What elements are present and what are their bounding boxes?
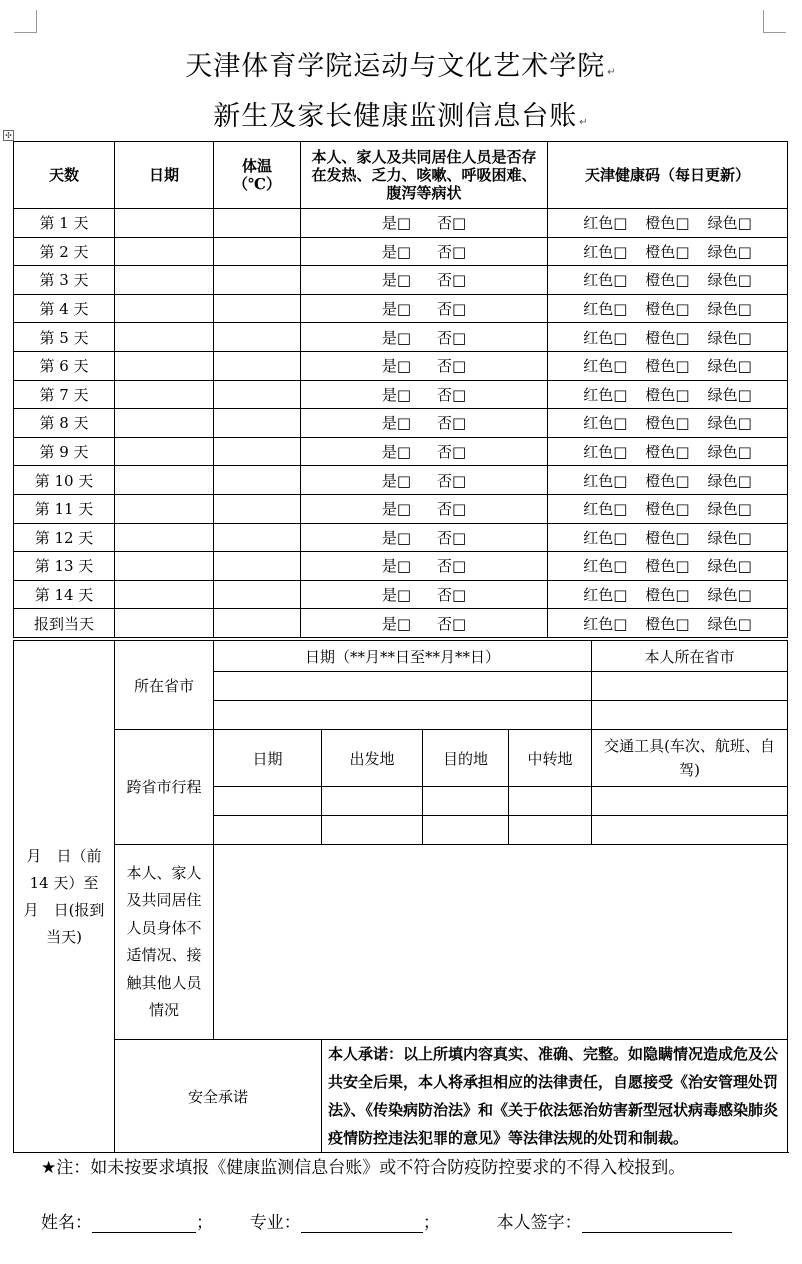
orange-checkbox[interactable]: 橙色□	[645, 414, 690, 433]
day-row	[14, 209, 788, 238]
day-label: 第 1 天	[14, 209, 115, 238]
day-label: 第 7 天	[14, 380, 115, 409]
temperature-cell[interactable]	[214, 294, 301, 323]
symptom-choice[interactable]	[301, 266, 548, 295]
travel-header-destination: 目的地	[423, 730, 509, 787]
green-checkbox[interactable]: 绿色□	[707, 414, 752, 433]
date-range-header: 日期（**月**日至**月**日）	[214, 641, 592, 672]
health-code-choice[interactable]	[548, 409, 788, 438]
health-code-choice[interactable]	[548, 323, 788, 352]
yes-checkbox[interactable]: 是□	[381, 385, 411, 404]
orange-checkbox[interactable]: 橙色□	[645, 242, 690, 261]
location-province-cell[interactable]	[592, 701, 788, 730]
green-checkbox[interactable]: 绿色□	[707, 586, 752, 605]
temperature-cell[interactable]	[214, 523, 301, 552]
yes-checkbox[interactable]: 是□	[381, 300, 411, 319]
day-row	[14, 237, 788, 266]
date-cell[interactable]	[115, 580, 214, 609]
day-label: 第 6 天	[14, 351, 115, 380]
travel-cell[interactable]	[509, 787, 592, 816]
orange-checkbox[interactable]: 橙色□	[645, 443, 690, 462]
travel-cell[interactable]	[423, 816, 509, 845]
red-checkbox[interactable]: 红色□	[583, 557, 628, 576]
day-row	[14, 580, 788, 609]
red-checkbox[interactable]: 红色□	[583, 385, 628, 404]
document-title-line1: 天津体育学院运动与文化艺术学院 ↵	[185, 51, 617, 82]
health-code-choice[interactable]	[548, 580, 788, 609]
green-checkbox[interactable]: 绿色□	[707, 471, 752, 490]
date-cell[interactable]	[115, 523, 214, 552]
yes-checkbox[interactable]: 是□	[381, 471, 411, 490]
orange-checkbox[interactable]: 橙色□	[645, 300, 690, 319]
symptom-choice[interactable]	[301, 580, 548, 609]
name-label: 姓名：	[41, 1213, 92, 1233]
period-label: 月 日（前 14 天）至 月 日(报到当天)	[14, 641, 115, 1153]
day-label: 第 10 天	[14, 466, 115, 495]
symptom-choice[interactable]	[301, 609, 548, 638]
day-label: 第 3 天	[14, 266, 115, 295]
yes-checkbox[interactable]: 是□	[381, 357, 411, 376]
health-code-choice[interactable]	[548, 209, 788, 238]
no-checkbox[interactable]: 否□	[437, 557, 467, 576]
yes-checkbox[interactable]: 是□	[381, 557, 411, 576]
yes-checkbox[interactable]: 是□	[381, 614, 411, 633]
yes-checkbox[interactable]: 是□	[381, 214, 411, 233]
day-label: 第 13 天	[14, 552, 115, 581]
red-checkbox[interactable]: 红色□	[583, 414, 628, 433]
travel-cell[interactable]	[322, 787, 423, 816]
symptom-choice[interactable]	[301, 323, 548, 352]
day-label: 第 2 天	[14, 237, 115, 266]
health-code-choice[interactable]	[548, 237, 788, 266]
major-label: 专业：	[249, 1213, 301, 1233]
header-symptoms: 本人、家人及共同居住人员是否存在发热、乏力、咳嗽、呼吸困难、腹泻等病状	[301, 142, 548, 209]
red-checkbox[interactable]: 红色□	[583, 214, 628, 233]
orange-checkbox[interactable]: 橙色□	[645, 214, 690, 233]
no-checkbox[interactable]: 否□	[437, 443, 467, 462]
health-label: 本人、家人及共同居住人员身体不适情况、接触其他人员情况	[115, 845, 214, 1040]
travel-cell[interactable]	[214, 787, 322, 816]
date-cell[interactable]	[115, 294, 214, 323]
health-code-choice[interactable]	[548, 466, 788, 495]
travel-cell[interactable]	[322, 816, 423, 845]
health-detail-cell[interactable]	[214, 845, 788, 1040]
symptom-choice[interactable]	[301, 380, 548, 409]
safety-promise-text: 本人承诺：以上所填内容真实、准确、完整。如隐瞒情况造成危及公共安全后果，本人将承担相应的法律责任，自愿接受《治安管理处罚法》、《传染病防治法》和《关于依法惩治妨害新型冠状病毒感染肺炎疫情防控违法犯罪的意见》等法律法规的处罚和制裁。	[322, 1040, 788, 1153]
day-label: 第 12 天	[14, 523, 115, 552]
no-checkbox[interactable]: 否□	[437, 471, 467, 490]
day-row	[14, 523, 788, 552]
date-cell[interactable]	[115, 552, 214, 581]
document-title-line2: 新生及家长健康监测信息台账 ↵	[213, 101, 589, 132]
date-cell[interactable]	[115, 266, 214, 295]
no-checkbox[interactable]: 否□	[437, 586, 467, 605]
symptom-choice[interactable]	[301, 552, 548, 581]
day-label: 第 4 天	[14, 294, 115, 323]
location-province-cell[interactable]	[592, 672, 788, 701]
temperature-cell[interactable]	[214, 580, 301, 609]
green-checkbox[interactable]: 绿色□	[707, 528, 752, 547]
day-label: 第 8 天	[14, 409, 115, 438]
yes-checkbox[interactable]: 是□	[381, 328, 411, 347]
temperature-cell[interactable]	[214, 494, 301, 523]
no-checkbox[interactable]: 否□	[437, 500, 467, 519]
health-code-choice[interactable]	[548, 266, 788, 295]
symptom-choice[interactable]	[301, 494, 548, 523]
no-checkbox[interactable]: 否□	[437, 300, 467, 319]
yes-checkbox[interactable]: 是□	[381, 242, 411, 261]
temperature-cell[interactable]	[214, 351, 301, 380]
red-checkbox[interactable]: 红色□	[583, 357, 628, 376]
date-cell[interactable]	[115, 323, 214, 352]
symptom-choice[interactable]	[301, 437, 548, 466]
temperature-cell[interactable]	[214, 266, 301, 295]
orange-checkbox[interactable]: 橙色□	[645, 614, 690, 633]
orange-checkbox[interactable]: 橙色□	[645, 271, 690, 290]
day-row	[14, 466, 788, 495]
page-corner-mark	[763, 10, 786, 33]
travel-cell[interactable]	[592, 816, 788, 845]
travel-cell[interactable]	[423, 787, 509, 816]
travel-info-table	[13, 640, 788, 1153]
symptom-choice[interactable]	[301, 409, 548, 438]
green-checkbox[interactable]: 绿色□	[707, 328, 752, 347]
table-move-handle-icon[interactable]: ✣	[3, 130, 14, 141]
no-checkbox[interactable]: 否□	[437, 328, 467, 347]
signature-line: 姓名： ； 专业： ； 本人签字：	[41, 1208, 732, 1233]
day-label: 第 14 天	[14, 580, 115, 609]
orange-checkbox[interactable]: 橙色□	[645, 500, 690, 519]
red-checkbox[interactable]: 红色□	[583, 300, 628, 319]
date-cell[interactable]	[115, 609, 214, 638]
red-checkbox[interactable]: 红色□	[583, 528, 628, 547]
green-checkbox[interactable]: 绿色□	[707, 443, 752, 462]
no-checkbox[interactable]: 否□	[437, 385, 467, 404]
day-label: 第 9 天	[14, 437, 115, 466]
orange-checkbox[interactable]: 橙色□	[645, 586, 690, 605]
red-checkbox[interactable]: 红色□	[583, 443, 628, 462]
green-checkbox[interactable]: 绿色□	[707, 614, 752, 633]
day-row	[14, 552, 788, 581]
date-cell[interactable]	[115, 437, 214, 466]
travel-cell[interactable]	[592, 787, 788, 816]
day-row	[14, 609, 788, 638]
temperature-cell[interactable]	[214, 552, 301, 581]
orange-checkbox[interactable]: 橙色□	[645, 557, 690, 576]
no-checkbox[interactable]: 否□	[437, 271, 467, 290]
orange-checkbox[interactable]: 橙色□	[645, 328, 690, 347]
day-row	[14, 351, 788, 380]
orange-checkbox[interactable]: 橙色□	[645, 385, 690, 404]
travel-header-transport: 交通工具(车次、航班、自驾)	[592, 730, 788, 787]
travel-cell[interactable]	[214, 816, 322, 845]
day-row	[14, 409, 788, 438]
location-label: 所在省市	[115, 641, 214, 730]
name-field[interactable]	[92, 1215, 196, 1233]
no-checkbox[interactable]: 否□	[437, 414, 467, 433]
day-row	[14, 437, 788, 466]
header-date: 日期	[115, 142, 214, 209]
health-code-choice[interactable]	[548, 494, 788, 523]
temperature-cell[interactable]	[214, 466, 301, 495]
day-row	[14, 323, 788, 352]
no-checkbox[interactable]: 否□	[437, 614, 467, 633]
green-checkbox[interactable]: 绿色□	[707, 500, 752, 519]
province-header: 本人所在省市	[592, 641, 788, 672]
date-cell[interactable]	[115, 209, 214, 238]
header-day: 天数	[14, 142, 115, 209]
yes-checkbox[interactable]: 是□	[381, 586, 411, 605]
green-checkbox[interactable]: 绿色□	[707, 242, 752, 261]
health-code-choice[interactable]	[548, 609, 788, 638]
no-checkbox[interactable]: 否□	[437, 242, 467, 261]
no-checkbox[interactable]: 否□	[437, 357, 467, 376]
day-row	[14, 494, 788, 523]
date-cell[interactable]	[115, 351, 214, 380]
yes-checkbox[interactable]: 是□	[381, 271, 411, 290]
temperature-cell[interactable]	[214, 380, 301, 409]
red-checkbox[interactable]: 红色□	[583, 586, 628, 605]
yes-checkbox[interactable]: 是□	[381, 528, 411, 547]
location-date-cell[interactable]	[214, 701, 592, 730]
health-code-choice[interactable]	[548, 523, 788, 552]
date-cell[interactable]	[115, 466, 214, 495]
travel-header-date: 日期	[214, 730, 322, 787]
day-row	[14, 266, 788, 295]
symptom-choice[interactable]	[301, 209, 548, 238]
red-checkbox[interactable]: 红色□	[583, 614, 628, 633]
page-corner-mark	[14, 10, 37, 33]
green-checkbox[interactable]: 绿色□	[707, 271, 752, 290]
temperature-cell[interactable]	[214, 409, 301, 438]
no-checkbox[interactable]: 否□	[437, 214, 467, 233]
green-checkbox[interactable]: 绿色□	[707, 385, 752, 404]
red-checkbox[interactable]: 红色□	[583, 271, 628, 290]
location-date-cell[interactable]	[214, 672, 592, 701]
yes-checkbox[interactable]: 是□	[381, 500, 411, 519]
orange-checkbox[interactable]: 橙色□	[645, 471, 690, 490]
major-field[interactable]	[301, 1215, 423, 1233]
health-code-choice[interactable]	[548, 351, 788, 380]
travel-label: 跨省市行程	[115, 730, 214, 845]
health-code-choice[interactable]	[548, 294, 788, 323]
signature-field[interactable]	[582, 1215, 732, 1233]
orange-checkbox[interactable]: 橙色□	[645, 528, 690, 547]
temperature-cell[interactable]	[214, 237, 301, 266]
yes-checkbox[interactable]: 是□	[381, 443, 411, 462]
red-checkbox[interactable]: 红色□	[583, 500, 628, 519]
symptom-choice[interactable]	[301, 466, 548, 495]
red-checkbox[interactable]: 红色□	[583, 471, 628, 490]
temperature-cell[interactable]	[214, 209, 301, 238]
safety-label: 安全承诺	[115, 1040, 322, 1153]
date-cell[interactable]	[115, 494, 214, 523]
table-header-row	[14, 142, 788, 209]
temperature-cell[interactable]	[214, 437, 301, 466]
date-cell[interactable]	[115, 409, 214, 438]
green-checkbox[interactable]: 绿色□	[707, 214, 752, 233]
symptom-choice[interactable]	[301, 294, 548, 323]
day-row	[14, 294, 788, 323]
yes-checkbox[interactable]: 是□	[381, 414, 411, 433]
symptom-choice[interactable]	[301, 237, 548, 266]
temperature-cell[interactable]	[214, 609, 301, 638]
green-checkbox[interactable]: 绿色□	[707, 557, 752, 576]
health-code-choice[interactable]	[548, 437, 788, 466]
header-health-code: 天津健康码（每日更新）	[548, 142, 788, 209]
daily-health-table	[13, 141, 788, 638]
travel-header-departure: 出发地	[322, 730, 423, 787]
day-label: 第 5 天	[14, 323, 115, 352]
header-temperature: 体温（℃）	[214, 142, 301, 209]
health-code-choice[interactable]	[548, 380, 788, 409]
red-checkbox[interactable]: 红色□	[583, 328, 628, 347]
green-checkbox[interactable]: 绿色□	[707, 357, 752, 376]
orange-checkbox[interactable]: 橙色□	[645, 357, 690, 376]
health-code-choice[interactable]	[548, 552, 788, 581]
green-checkbox[interactable]: 绿色□	[707, 300, 752, 319]
red-checkbox[interactable]: 红色□	[583, 242, 628, 261]
symptom-choice[interactable]	[301, 351, 548, 380]
travel-cell[interactable]	[509, 816, 592, 845]
day-label: 报到当天	[14, 609, 115, 638]
travel-header-transit: 中转地	[509, 730, 592, 787]
temperature-cell[interactable]	[214, 323, 301, 352]
symptom-choice[interactable]	[301, 523, 548, 552]
day-row	[14, 380, 788, 409]
day-label: 第 11 天	[14, 494, 115, 523]
footnote: ★注：如未按要求填报《健康监测信息台账》或不符合防疫防控要求的不得入校报到。	[41, 1158, 686, 1178]
signature-label: 本人签字：	[496, 1213, 582, 1233]
no-checkbox[interactable]: 否□	[437, 528, 467, 547]
date-cell[interactable]	[115, 237, 214, 266]
date-cell[interactable]	[115, 380, 214, 409]
